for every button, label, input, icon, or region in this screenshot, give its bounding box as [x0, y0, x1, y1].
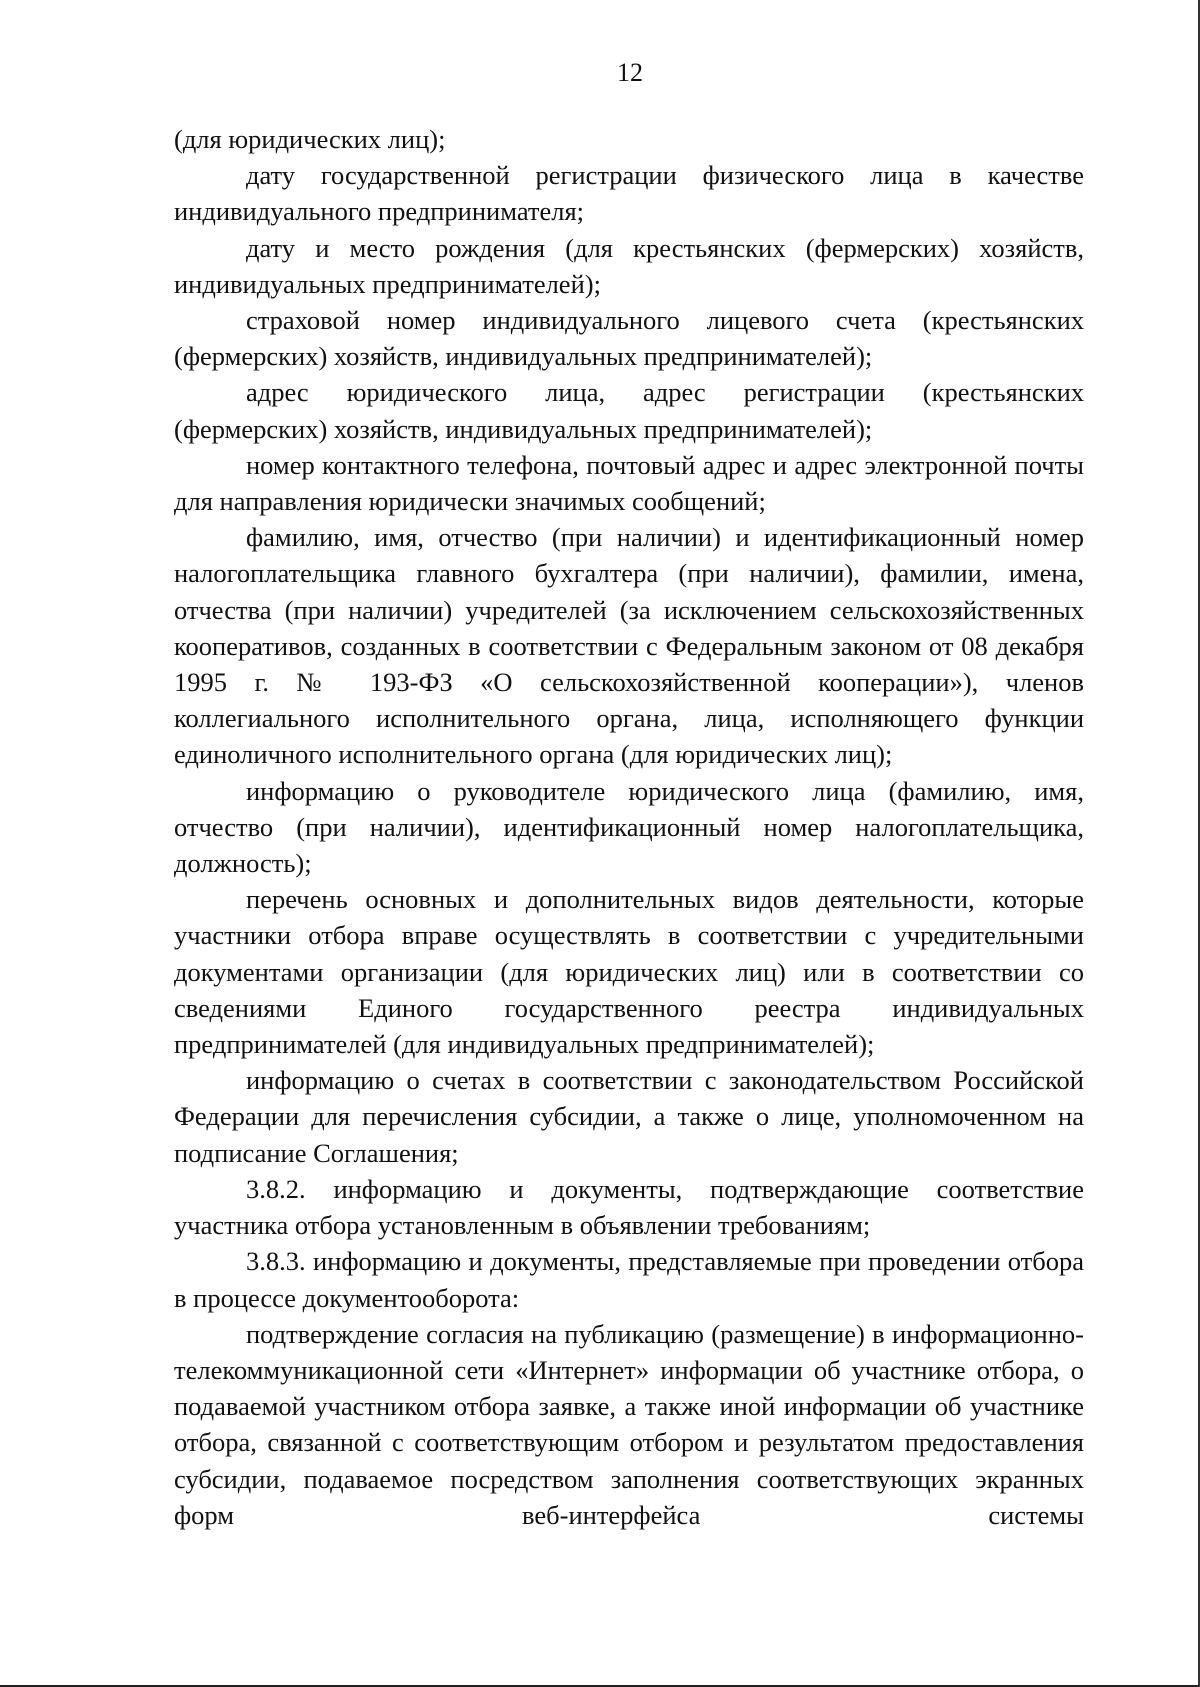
paragraph: страховой номер индивидуального лицевого счета (крестьянских (фермерских) хозяйств, индивидуальных предпринимателей); — [174, 305, 1084, 372]
paragraph: дату государственной регистрации физического лица в качестве индивидуального предпринимателя; — [174, 160, 1084, 227]
paragraph: фамилию, имя, отчество (при наличии) и идентификационный номер налогоплательщика главного бухгалтера (при наличии), фамилии, имена, отчества (при наличии) учредителей (за исключением сельскохозяйственных кооперативов, созданных в соответствии с Федеральным законом от 08 декабря 1995 г. № 193-ФЗ «О сельскохозяйственной кооперации»), членов коллегиального исполнительного органа, лица, исполняющего функции единоличного исполнительного органа (для юридических лиц); — [174, 522, 1084, 770]
paragraph: перечень основных и дополнительных видов деятельности, которые участники отбора вправе осуществлять в соответствии с учредительными документами организации (для юридических лиц) или в соответствии со сведениями Единого государственного реестра индивидуальных предпринимателей (для индивидуальных предпринимателей); — [174, 884, 1084, 1060]
paragraph: 3.8.2. информацию и документы, подтверждающие соответствие участника отбора установленным в объявлении требованиям; — [174, 1173, 1084, 1241]
page-number: 12 — [617, 58, 643, 87]
document-body — [174, 121, 1084, 1533]
paragraph: подтверждение согласия на публикацию (размещение) в информационно-телекоммуникационной сети «Интернет» информации об участнике отбора, о подаваемой участником отбора заявке, а также иной информации об участнике отбора, связанной с соответствующим отбором и результатом предоставления субсидии, подаваемое посредством заполнения соответствующих экранных форм веб-интерфейса системы — [174, 1318, 1084, 1530]
paragraph: адрес юридического лица, адрес регистрации (крестьянских (фермерских) хозяйств, индивидуальных предпринимателей); — [174, 377, 1084, 444]
paragraph: дату и место рождения (для крестьянских (фермерских) хозяйств, индивидуальных предпринимателей); — [174, 232, 1084, 299]
paragraph: номер контактного телефона, почтовый адрес и адрес электронной почты для направления юридически значимых сообщений; — [174, 449, 1084, 517]
paragraph: (для юридических лиц); — [174, 124, 446, 154]
paragraph: 3.8.3. информацию и документы, представляемые при проведении отбора в процессе документооборота: — [174, 1246, 1084, 1313]
paragraph: информацию о руководителе юридического лица (фамилию, имя, отчество (при наличии), идентификационный номер налогоплательщика, должность); — [174, 775, 1084, 879]
paragraph: информацию о счетах в соответствии с законодательством Российской Федерации для перечисления субсидии, а также о лице, уполномоченном на подписание Соглашения; — [174, 1065, 1084, 1168]
